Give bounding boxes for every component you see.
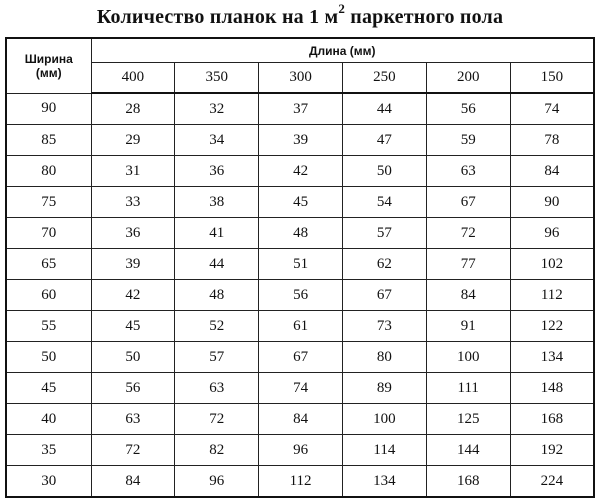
count-cell: 48 [175, 280, 259, 311]
title-superscript: 2 [338, 1, 346, 17]
count-cell: 96 [259, 435, 343, 466]
count-cell: 112 [510, 280, 594, 311]
count-cell: 125 [426, 404, 510, 435]
count-cell: 148 [510, 373, 594, 404]
width-cell: 70 [6, 218, 91, 249]
count-cell: 57 [342, 218, 426, 249]
count-cell: 111 [426, 373, 510, 404]
count-cell: 48 [259, 218, 343, 249]
count-cell: 96 [510, 218, 594, 249]
count-cell: 63 [91, 404, 175, 435]
count-cell: 112 [259, 466, 343, 498]
count-cell: 84 [91, 466, 175, 498]
table-row [6, 404, 594, 435]
count-cell: 122 [510, 311, 594, 342]
count-cell: 96 [175, 466, 259, 498]
count-cell: 100 [426, 342, 510, 373]
width-cell: 30 [6, 466, 91, 498]
count-cell: 63 [175, 373, 259, 404]
count-cell: 89 [342, 373, 426, 404]
count-cell: 80 [342, 342, 426, 373]
width-cell: 80 [6, 156, 91, 187]
count-cell: 56 [259, 280, 343, 311]
count-cell: 36 [91, 218, 175, 249]
count-cell: 67 [426, 187, 510, 218]
count-cell: 61 [259, 311, 343, 342]
width-cell: 50 [6, 342, 91, 373]
count-cell: 39 [259, 125, 343, 156]
count-cell: 56 [426, 93, 510, 125]
page-title [0, 1, 600, 30]
parquet-table [5, 37, 595, 498]
table-row [6, 342, 594, 373]
count-cell: 38 [175, 187, 259, 218]
length-cell: 250 [342, 63, 426, 94]
count-cell: 59 [426, 125, 510, 156]
table-row [6, 466, 594, 498]
count-cell: 50 [91, 342, 175, 373]
length-header: Длина (мм) [91, 38, 594, 63]
count-cell: 47 [342, 125, 426, 156]
count-cell: 32 [175, 93, 259, 125]
count-cell: 52 [175, 311, 259, 342]
count-cell: 100 [342, 404, 426, 435]
width-cell: 45 [6, 373, 91, 404]
count-cell: 67 [342, 280, 426, 311]
width-cell: 90 [6, 93, 91, 125]
count-cell: 33 [91, 187, 175, 218]
count-cell: 41 [175, 218, 259, 249]
length-cell: 150 [510, 63, 594, 94]
count-cell: 90 [510, 187, 594, 218]
count-cell: 45 [259, 187, 343, 218]
width-header-label: Ширина [24, 51, 73, 66]
count-cell: 78 [510, 125, 594, 156]
count-cell: 168 [510, 404, 594, 435]
count-cell: 34 [175, 125, 259, 156]
count-cell: 224 [510, 466, 594, 498]
count-cell: 72 [175, 404, 259, 435]
count-cell: 42 [259, 156, 343, 187]
count-cell: 72 [426, 218, 510, 249]
length-row [6, 63, 594, 94]
count-cell: 134 [342, 466, 426, 498]
title-suffix: паркетного пола [345, 6, 504, 28]
count-cell: 82 [175, 435, 259, 466]
table-row [6, 373, 594, 404]
count-cell: 144 [426, 435, 510, 466]
count-cell: 51 [259, 249, 343, 280]
count-cell: 67 [259, 342, 343, 373]
table-row [6, 435, 594, 466]
count-cell: 63 [426, 156, 510, 187]
length-cell: 400 [91, 63, 175, 94]
count-cell: 192 [510, 435, 594, 466]
width-cell: 85 [6, 125, 91, 156]
width-cell: 60 [6, 280, 91, 311]
count-cell: 29 [91, 125, 175, 156]
table-row [6, 311, 594, 342]
count-cell: 84 [510, 156, 594, 187]
table-row [6, 156, 594, 187]
count-cell: 50 [342, 156, 426, 187]
count-cell: 84 [259, 404, 343, 435]
count-cell: 74 [510, 93, 594, 125]
count-cell: 36 [175, 156, 259, 187]
count-cell: 54 [342, 187, 426, 218]
count-cell: 84 [426, 280, 510, 311]
count-cell: 73 [342, 311, 426, 342]
table-row [6, 125, 594, 156]
count-cell: 114 [342, 435, 426, 466]
table-row [6, 93, 594, 125]
title-prefix: Количество планок на 1 м [96, 6, 339, 28]
width-cell: 65 [6, 249, 91, 280]
table-row [6, 249, 594, 280]
count-cell: 39 [91, 249, 175, 280]
count-cell: 37 [259, 93, 343, 125]
count-cell: 44 [342, 93, 426, 125]
count-cell: 134 [510, 342, 594, 373]
width-header-unit: (мм) [35, 65, 62, 80]
count-cell: 74 [259, 373, 343, 404]
count-cell: 62 [342, 249, 426, 280]
count-cell: 102 [510, 249, 594, 280]
width-header [6, 38, 91, 93]
width-cell: 40 [6, 404, 91, 435]
width-cell: 75 [6, 187, 91, 218]
width-cell: 35 [6, 435, 91, 466]
length-cell: 350 [175, 63, 259, 94]
count-cell: 168 [426, 466, 510, 498]
table-body [6, 93, 594, 497]
length-cell: 200 [426, 63, 510, 94]
table-row [6, 187, 594, 218]
length-cell: 300 [259, 63, 343, 94]
count-cell: 91 [426, 311, 510, 342]
table-row [6, 280, 594, 311]
count-cell: 56 [91, 373, 175, 404]
count-cell: 57 [175, 342, 259, 373]
count-cell: 42 [91, 280, 175, 311]
count-cell: 72 [91, 435, 175, 466]
width-cell: 55 [6, 311, 91, 342]
count-cell: 28 [91, 93, 175, 125]
count-cell: 45 [91, 311, 175, 342]
count-cell: 77 [426, 249, 510, 280]
table-row [6, 218, 594, 249]
count-cell: 44 [175, 249, 259, 280]
count-cell: 31 [91, 156, 175, 187]
